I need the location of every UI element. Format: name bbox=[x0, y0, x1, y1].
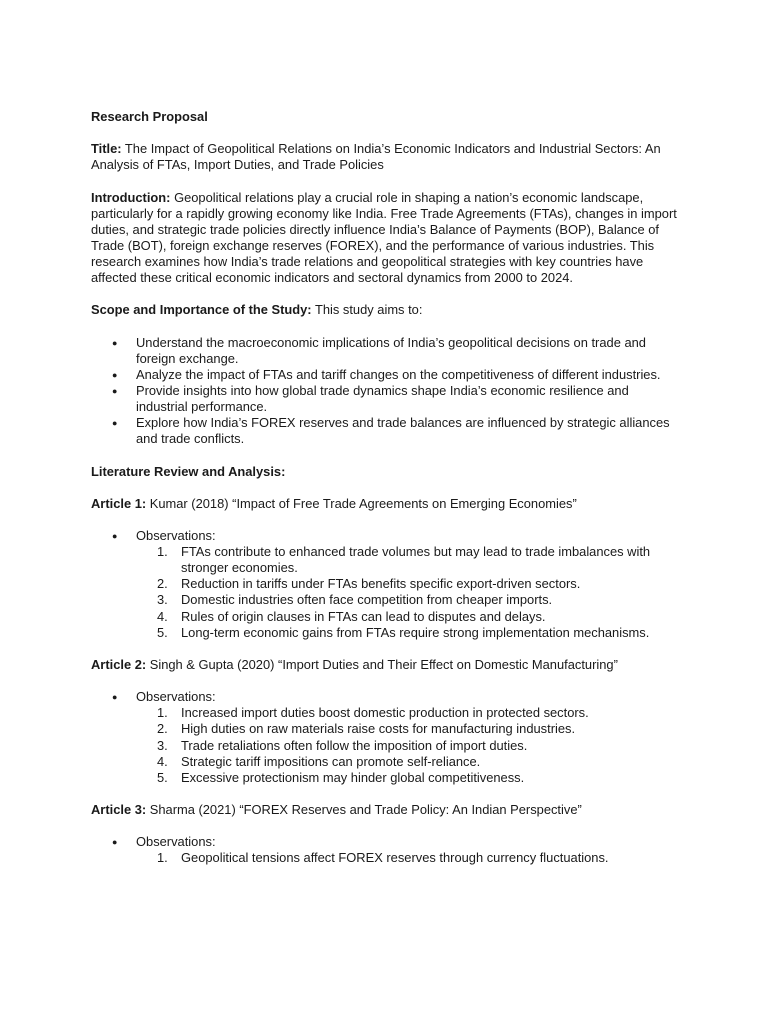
title-text: The Impact of Geopolitical Relations on India’s Economic Indicators and Industrial Sectors: An Analysis of FTAs, Import Duties, and Trade Policies bbox=[91, 141, 661, 173]
observation-text: Strategic tariff impositions can promote self-reliance. bbox=[181, 753, 481, 769]
title-paragraph bbox=[91, 141, 681, 173]
introduction-paragraph bbox=[91, 190, 681, 287]
observation-text: Reduction in tariffs under FTAs benefits specific export-driven sectors. bbox=[181, 576, 581, 592]
article-1-observation-list bbox=[91, 544, 681, 641]
article-citation-text: Sharma (2021) “FOREX Reserves and Trade Policy: An Indian Perspective” bbox=[146, 801, 582, 817]
observation-item: 4. Rules of origin clauses in FTAs can lead to disputes and delays. bbox=[157, 608, 546, 624]
observation-text: Excessive protectionism may hinder global competitiveness. bbox=[181, 769, 525, 785]
observation-item: 5. Excessive protectionism may hinder global competitiveness. bbox=[157, 769, 525, 785]
scope-item: ● Provide insights into how global trade dynamics shape India’s economic resilience and industrial performance. bbox=[91, 383, 681, 415]
observation-item: 2. Reduction in tariffs under FTAs benefits specific export-driven sectors. bbox=[157, 576, 581, 592]
scope-list bbox=[91, 335, 681, 448]
observation-item: 1. Geopolitical tensions affect FOREX reserves through currency fluctuations. bbox=[157, 850, 609, 866]
observations-label: Observations: bbox=[136, 689, 216, 705]
introduction-label: Introduction: bbox=[91, 189, 171, 205]
article-3-citation bbox=[91, 802, 681, 818]
observation-item: 1. FTAs contribute to enhanced trade volumes but may lead to trade imbalances with stronger economies. bbox=[157, 544, 651, 576]
observation-text: Geopolitical tensions affect FOREX reserves through currency fluctuations. bbox=[181, 850, 609, 866]
title-label: Title: bbox=[91, 141, 122, 157]
introduction-text: Geopolitical relations play a crucial role in shaping a nation’s economic landscape, particularly for a rapidly growing economy like India. Free Trade Agreements (FTAs), changes in import duties, and strategic trade policies directly influence India’s Balance of Payments (BOP), Balance of Trade (BOT), foreign exchange reserves (FOREX), and the performance of various industries. This research examines how India’s trade relations and geopolitical strategies with key countries have affected these critical economic indicators and sectoral dynamics from 2000 to 2024. bbox=[91, 189, 677, 286]
article-citation-text: Kumar (2018) “Impact of Free Trade Agreements on Emerging Economies” bbox=[146, 495, 577, 511]
observation-item: 4. Strategic tariff impositions can promote self-reliance. bbox=[157, 753, 481, 769]
literature-heading: Literature Review and Analysis: bbox=[91, 463, 286, 479]
document-heading: Research Proposal bbox=[91, 109, 208, 124]
observation-item: 1. Increased import duties boost domestic production in protected sectors. bbox=[157, 705, 589, 721]
article-3-observation-list bbox=[91, 850, 681, 866]
observation-text: Domestic industries often face competition from cheaper imports. bbox=[181, 592, 553, 608]
scope-item: ● Explore how India’s FOREX reserves and trade balances are influenced by strategic alliances and trade conflicts. bbox=[91, 415, 681, 447]
article-label: Article 1: bbox=[91, 495, 147, 511]
scope-label: Scope and Importance of the Study: bbox=[91, 302, 312, 318]
document-page bbox=[91, 109, 681, 866]
article-citation-text: Singh & Gupta (2020) “Import Duties and Their Effect on Domestic Manufacturing” bbox=[146, 656, 618, 672]
observations-item bbox=[91, 689, 681, 705]
observation-text: Long-term economic gains from FTAs require strong implementation mechanisms. bbox=[181, 624, 650, 640]
scope-item: ● Understand the macroeconomic implications of India’s geopolitical decisions on trade and foreign exchange. bbox=[91, 335, 681, 367]
observation-item: 3. Trade retaliations often follow the imposition of import duties. bbox=[157, 737, 528, 753]
observation-text: High duties on raw materials raise costs for manufacturing industries. bbox=[181, 721, 576, 737]
observations-item bbox=[91, 528, 681, 544]
observation-item: 2. High duties on raw materials raise costs for manufacturing industries. bbox=[157, 721, 576, 737]
observation-text: Increased import duties boost domestic production in protected sectors. bbox=[181, 705, 589, 721]
observation-text: Rules of origin clauses in FTAs can lead to disputes and delays. bbox=[181, 608, 546, 624]
observations-label: Observations: bbox=[136, 528, 216, 544]
scope-text: This study aims to: bbox=[311, 302, 423, 318]
article-1-citation bbox=[91, 496, 681, 512]
article-2-citation bbox=[91, 657, 681, 673]
observation-item: 5. Long-term economic gains from FTAs require strong implementation mechanisms. bbox=[157, 624, 650, 640]
observations-item bbox=[91, 834, 681, 850]
scope-paragraph bbox=[91, 302, 681, 318]
observation-text: FTAs contribute to enhanced trade volumes but may lead to trade imbalances with stronger economies. bbox=[181, 544, 651, 576]
article-1-observations bbox=[91, 528, 681, 544]
article-2-observations bbox=[91, 689, 681, 705]
article-label: Article 3: bbox=[91, 801, 147, 817]
article-label: Article 2: bbox=[91, 656, 147, 672]
article-3-observations bbox=[91, 834, 681, 850]
observation-text: Trade retaliations often follow the imposition of import duties. bbox=[181, 737, 528, 753]
observation-item: 3. Domestic industries often face competition from cheaper imports. bbox=[157, 592, 553, 608]
observations-label: Observations: bbox=[136, 834, 216, 850]
scope-item: ● Analyze the impact of FTAs and tariff changes on the competitiveness of different industries. bbox=[91, 367, 681, 383]
article-2-observation-list bbox=[91, 705, 681, 785]
